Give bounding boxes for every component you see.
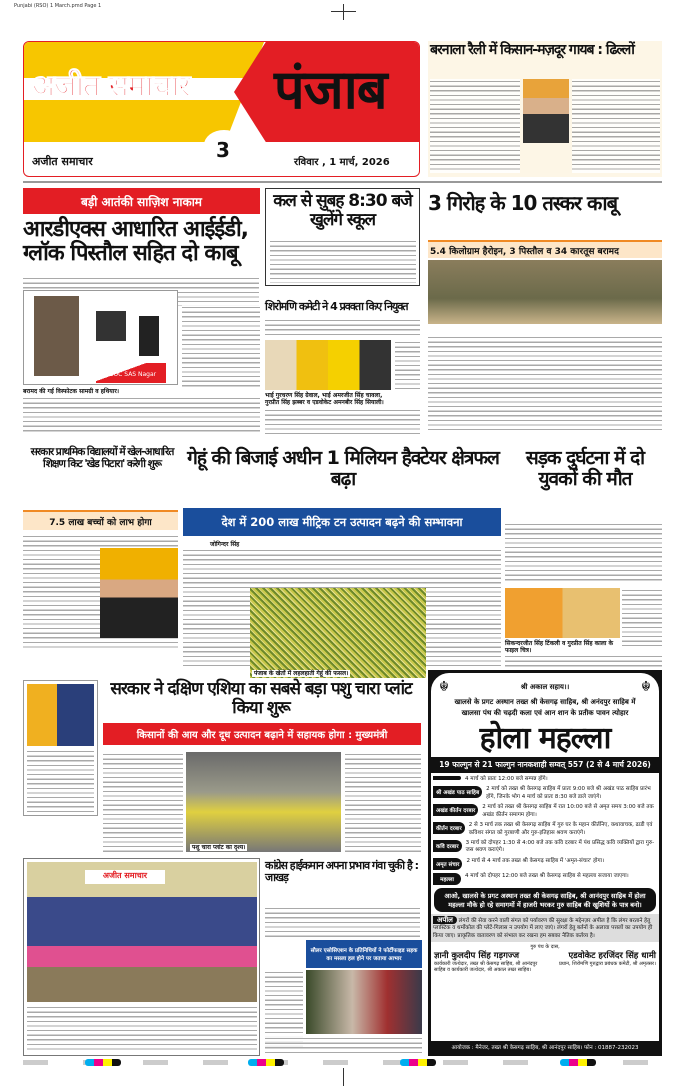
- caption: भाई गुरचरण सिंह ग्रेवाल, भाई अमरजीत सिंह चावला, गुरप्रीत सिंह झब्बर व एडवोकेट अमनबीर सिंह सियाली।: [265, 392, 384, 407]
- photo-banner: अजीत समाचार: [85, 870, 165, 884]
- kicker-banner: बड़ी आतंकी साज़िश नाकाम: [23, 188, 260, 214]
- headline-rdx-ied: आरडीएक्स आधारित आईईडी, ग्लॉक पिस्तौल सहित दो काबू: [23, 217, 249, 267]
- photo-police-press: [428, 260, 662, 324]
- schedule-item: अमृत संचार 2 मार्च से 4 मार्च तक तख्त श्री केसगढ़ साहिब में 'अमृत-संचार' होगा।: [433, 858, 657, 870]
- headline-wheat: गेहूं की बिजाई अधीन 1 मिलियन हैक्टेयर क्षेत्रफल बढ़ा: [187, 447, 499, 490]
- story-school-timing: [265, 188, 420, 286]
- schedule-item: कीर्तन दरबार 2 से 3 मार्च तक तख्त श्री केसगढ़ साहिब में गुरु घर के महान कीर्तनिए, कथावाचक, ढाडी एवं कविशर संगत को गुरबाणी और गुरु-इतिहास श्रवण कराएंगे।: [433, 822, 657, 837]
- photo-spokespersons: [265, 340, 391, 390]
- photo-leader: [523, 79, 569, 143]
- schedule-item: 4 मार्च को प्रातः 12:00 बजे सम्पन्न होंगे।: [433, 776, 657, 783]
- story-school-bags: [23, 858, 260, 1056]
- signatory-role: प्रधान, शिरोमणि गुरुद्वारा प्रबंधक कमेटी, श्री अमृतसर।: [558, 961, 656, 968]
- photo-wheat-field: [250, 588, 426, 678]
- cmyk-swatch: [560, 1059, 596, 1066]
- story-barnala-rally: [428, 41, 662, 177]
- page-number: 3: [216, 138, 230, 162]
- headline: कल से सुबह 8:30 बजे खुलेंगे स्कूल: [273, 191, 412, 230]
- box-solar-association: सौलर एसोसिएशन के प्रतिनिधियों ने फोर्टीफाइड सड़क का मसला हल होने पर जताया आभार: [306, 940, 422, 968]
- registration-mark: [343, 1068, 344, 1086]
- ad-invocation: श्री अकाल सहाय।।: [520, 683, 570, 691]
- photo-fodder-plant: [186, 752, 341, 852]
- ad-title: होला महल्ला: [479, 721, 611, 756]
- subhead-banner: किसानों की आय और दूध उत्पादन बढ़ाने में सहायक होगा : मुख्यमंत्री: [103, 723, 421, 745]
- ad-dates: 19 फाल्गुन से 21 फाल्गुन नानकशाही सम्वत् 557 (2 से 4 मार्च 2026): [431, 757, 659, 773]
- headline-congress: कांग्रेस हाईकमान अपना प्रभाव गंवा चुकी है : जाखड़: [265, 860, 423, 884]
- masthead-brand: अजीत समाचार: [32, 69, 190, 104]
- masthead-section: पंजाब: [274, 58, 387, 121]
- ad-line1: खालसे के प्रगट अस्थान तख्त श्री केसगढ़ साहिब, श्री अनंदपुर साहिब में: [454, 698, 636, 706]
- print-slug: Punjabi (RSO) 1 March.pmd Page 1: [14, 3, 102, 9]
- schedule-item: महल्ला 4 मार्च को दोपहर 12:00 बजे तख्त श्री केसगढ़ साहिब से महल्ला सजाया जाएगा।: [433, 873, 657, 885]
- caption: पंजाब के खेतों में लहलहाती गेहूं की फसल।: [254, 670, 349, 677]
- caption: पशु चारा प्लांट का दृश्य।: [192, 844, 246, 851]
- ad-schedule: [431, 773, 659, 885]
- subhead: 5.4 किलोग्राम हैरोइन, 3 पिस्तौल व 34 कारतूस बरामद: [428, 240, 662, 258]
- headline-smugglers: 3 गिरोह के 10 तस्कर काबू: [428, 191, 618, 215]
- masthead-brand-small: अजीत समाचार: [32, 155, 93, 168]
- ad-line2: खालसा पंथ की चढ़दी कला एवं आन शान के प्रतीक पावन त्योहार: [461, 709, 629, 717]
- subhead: 7.5 लाख बच्चों को लाभ होगा: [23, 510, 178, 530]
- signatory-name: एडवोकेट हरजिंदर सिंह धामी: [568, 951, 656, 962]
- headline-khed-pitara: सरकार प्राथमिक विद्यालयों में खेल-आधारित शिक्षण किट 'खेड पिटारा' करेगी शुरू: [30, 446, 174, 470]
- khanda-icon: ☬: [641, 679, 651, 695]
- schedule-item: अखंड कीर्तन दरबार 2 मार्च को तख्त श्री केसगढ़ साहिब में रात 10:00 बजे से अमृत समय 3:00 बजे तक अखंड कीर्तन समागम होगा।: [433, 804, 657, 819]
- photo-meeting: [27, 684, 94, 746]
- cmyk-swatch: [248, 1059, 284, 1066]
- masthead: [23, 41, 420, 177]
- photo-recovered-weapons: [23, 290, 178, 385]
- headline: बरनाला रैली में किसान-मज़दूर गायब : ढिल्लों: [430, 42, 634, 58]
- signatory-role: कार्यकारी जत्थेदार, तख्त श्री केसगढ़ साहिब, श्री आनंदपुर साहिब व कार्यकारी जत्थेदार, श्री अकाल तख्त साहिब।: [434, 961, 538, 974]
- headline-accident: सड़क दुर्घटना में दो युवकों की मौत: [525, 447, 645, 490]
- byline: जोगिन्दर सिंह: [210, 541, 240, 548]
- photo-students: [27, 862, 257, 1002]
- ad-signatories: [431, 950, 659, 973]
- issue-date: रविवार , 1 मार्च, 2026: [294, 157, 390, 168]
- photo-victims: [505, 588, 620, 638]
- schedule-item: कवि दरबार 3 मार्च को दोपहर 1:30 से 4:00 बजे तक कवि दरबार में पंथ प्रसिद्ध कवि व्यक्तियों द्वारा गुरु-जस श्रवण कराएंगे।: [433, 840, 657, 855]
- cmyk-swatch: [85, 1059, 121, 1066]
- registration-mark: [343, 4, 344, 20]
- ad-hola-mohalla: [428, 670, 662, 1056]
- headline-sgpc: शिरोमणि कमेटी ने 4 प्रवक्ता किए नियुक्त: [265, 300, 408, 313]
- subhead-banner: देश में 200 लाख मीट्रिक टन उत्पादन बढ़ने की सम्भावना: [183, 508, 501, 536]
- divider: [23, 181, 662, 183]
- headline-fodder-plant: सरकार ने दक्षिण एशिया का सबसे बड़ा पशु चारा प्लांट किया शुरू: [100, 680, 422, 717]
- cmyk-swatch: [400, 1059, 436, 1066]
- ad-footer: आयोजक : मैनेजर, तख्त श्री केसगढ़ साहिब, श्री आनंदपुर साहिब। फोन : 01887-232023: [431, 1041, 659, 1053]
- ad-call: आओ, खालसे के प्रगट अस्थान तख्त श्री केसगढ़ साहिब, श्री आनंदपुर साहिब में होला महल्ला मौके हो रहे समागमों में हाजरी भरकर गुरु साहिब की खुशियों के पात्र बनो।: [434, 888, 656, 912]
- schedule-item: श्री अखंड पाठ साहिब 2 मार्च को तख्त श्री केसगढ़ साहिब में प्रातः 9:00 बजे श्री अखंड पाठ साहिब प्रारंभ होंगे, जिनके भोग 4 मार्च को प्रातः 8:30 बजे डाले जाएंगे।: [433, 786, 657, 801]
- story-delhi-meeting: [23, 680, 98, 816]
- caption: सिकन्दरजीत सिंह टिंकली व गुरप्रीत सिंह काला के फाइल चित्र।: [505, 640, 614, 655]
- photo-minister: [100, 548, 178, 638]
- photo-solar-association: [306, 970, 422, 1034]
- ad-signoff: गुरु पंथ के दास,: [530, 944, 560, 951]
- khanda-icon: ☬: [439, 679, 449, 695]
- ssoc-logo: SSOC SAS Nagar: [96, 363, 166, 383]
- appeal-label: अपील: [433, 916, 457, 924]
- signatory-name: ज्ञानी कुलदीप सिंह गड़गज्ज: [434, 951, 520, 962]
- registration-mark: [331, 11, 356, 12]
- ad-appeal: अपील लंगरों की सेवा करने वाली संगत को पर्यावरण की सुरक्षा के मद्देनज़र अपील है कि लंगर बरताने हेतु प्लास्टिक व थर्मोकोल की प्लेटें-गिलास न उपयोग में लाए जाएं। लंगरों हेतु बर्तनों के अलावा पत्तलों का उपयोग ही किया जाए। प्राकृतिक वातावरण को संभाल कर रखना हम सबका नैतिक कर्तव्य है।: [431, 914, 659, 942]
- caption: बरामद की गई विस्फोटक सामग्री व हथियार।: [23, 388, 120, 395]
